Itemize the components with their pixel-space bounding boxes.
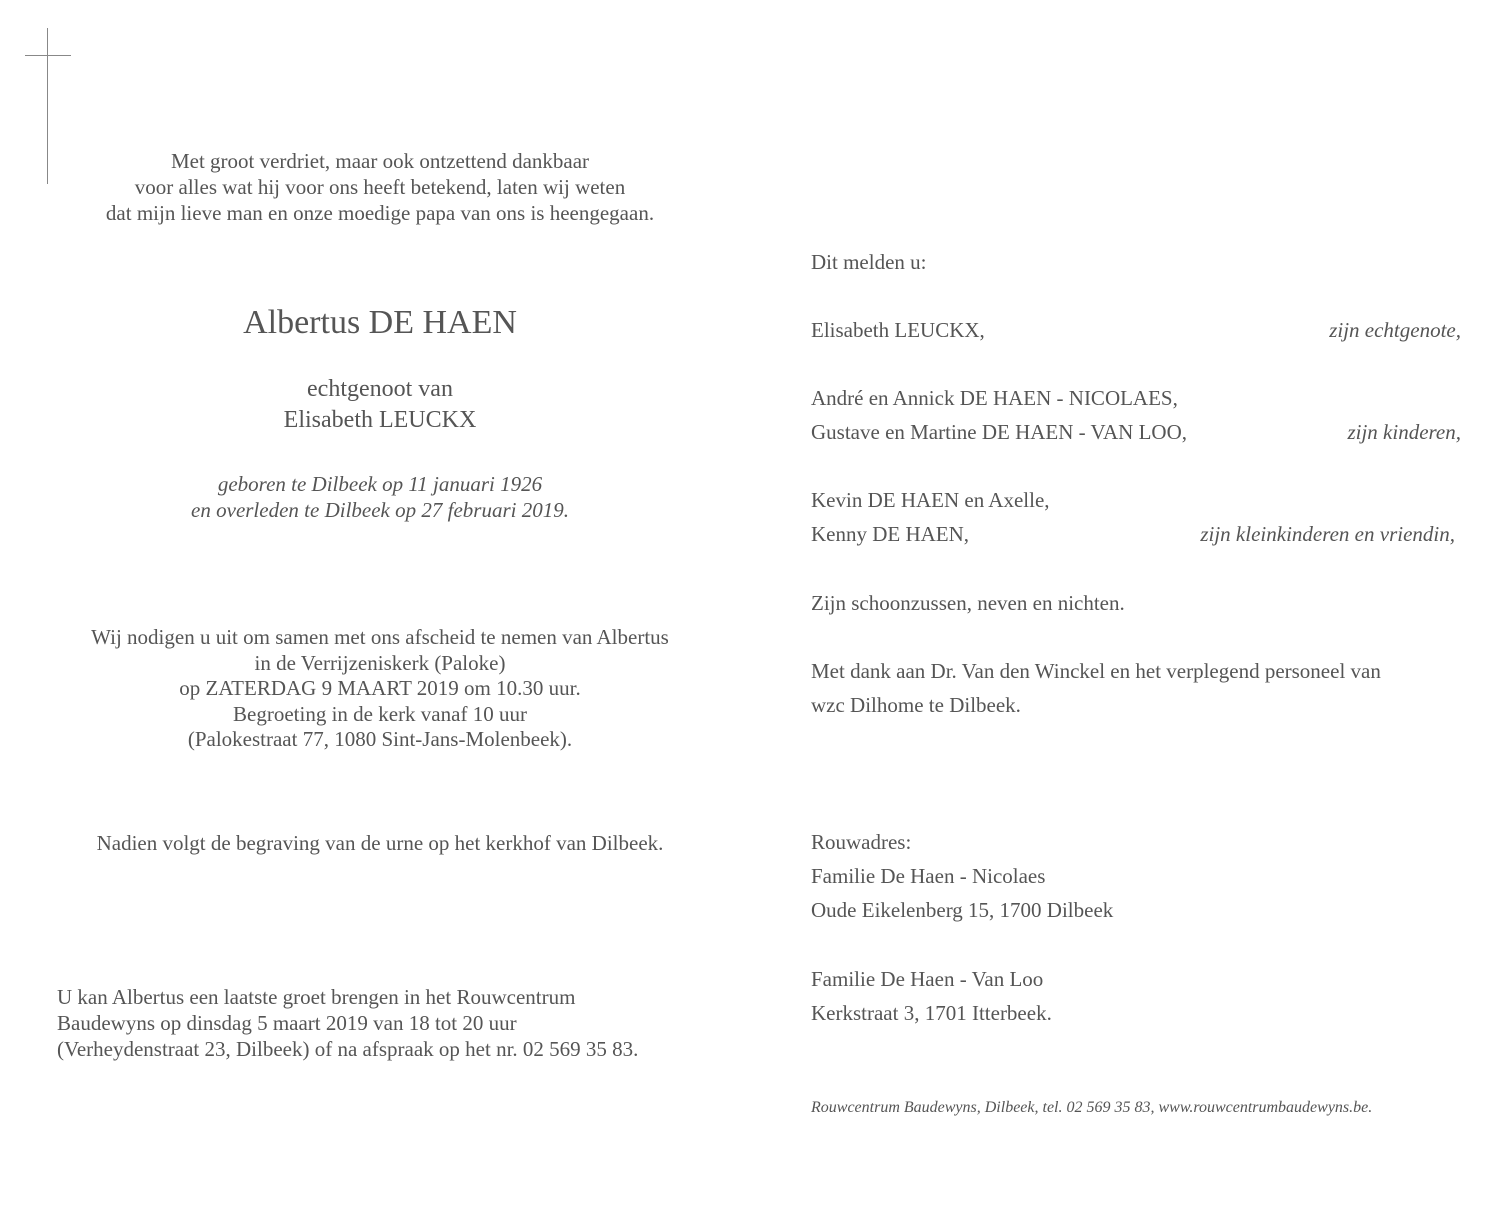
children-group [811,381,1461,449]
family-name: Kenny DE HAEN, [811,522,970,546]
ceremony-line: (Palokestraat 77, 1080 Sint-Jans-Molenbeek). [187,727,573,751]
address-line: Oude Eikelenberg 15, 1700 Dilbeek [811,898,1114,922]
spouse-info [0,374,760,436]
address-group-1 [811,825,1461,927]
announcement [811,245,1461,279]
family-name: Gustave en Martine DE HAEN - VAN LOO, [811,420,1187,444]
family-row [811,517,1461,551]
burial-info [0,830,760,856]
ceremony-line: op ZATERDAG 9 MAART 2019 om 10.30 uur. [179,676,581,700]
spouse-line: Elisabeth LEUCKX [283,407,477,433]
thanks-line: Met dank aan Dr. Van den Winckel en het verplegend personeel van [811,659,1381,683]
visit-line: Baudewyns op dinsdag 5 maart 2019 van 18 tot 20 uur [57,1011,517,1035]
thanks-line: wzc Dilhome te Dilbeek. [811,693,1021,717]
relation-label: zijn kleinkinderen en vriendin, [1200,522,1455,546]
intro-line: Met groot verdriet, maar ook ontzettend dankbaar [170,149,590,173]
visit-line: U kan Albertus een laatste groet brengen in het Rouwcentrum [57,985,576,1009]
family-name: Elisabeth LEUCKX, [811,318,985,342]
address-line: Familie De Haen - Nicolaes [811,864,1046,888]
address-group-2 [811,962,1461,1030]
burial-line: Nadien volgt de begraving van de urne op het kerkhof van Dilbeek. [96,831,664,855]
thanks-group [811,654,1461,722]
inlaws-group [811,586,1461,620]
life-dates [0,471,760,523]
announce-line: Dit melden u: [811,250,927,274]
family-name: Kevin DE HAEN en Axelle, [811,488,1050,512]
address-label: Rouwadres: [811,830,912,854]
relation-label: zijn kinderen, [1347,420,1461,444]
death-line: en overleden te Dilbeek op 27 februari 2019. [191,498,569,522]
ceremony-line: Begroeting in de kerk vanaf 10 uur [233,701,527,726]
relation-label: zijn echtgenote, [1329,318,1461,342]
ceremony-line: Wij nodigen u uit om samen met ons afscheid te nemen van Albertus [91,625,669,649]
visitation-info [57,984,757,1062]
address-line: Familie De Haen - Van Loo [811,967,1044,991]
ceremony-info [0,625,760,753]
family-name: André en Annick DE HAEN - NICOLAES, [811,386,1178,410]
birth-line: geboren te Dilbeek op 11 januari 1926 [217,472,543,496]
family-row [811,381,1461,415]
visit-line: (Verheydenstraat 23, Dilbeek) of na afspraak op het nr. 02 569 35 83. [57,1037,639,1061]
spouse-line: echtgenoot van [307,376,453,402]
family-row [811,483,1461,517]
deceased-name: Albertus DE HAEN [243,304,517,341]
ceremony-line: in de Verrijzeniskerk (Paloke) [254,650,506,675]
family-row [811,313,1461,347]
family-row: Zijn schoonzussen, neven en nichten. [811,591,1125,615]
intro-line: voor alles wat hij voor ons heeft betekend, laten wij weten [134,175,626,199]
intro-text [0,148,760,226]
cross-horizontal-bar [25,55,71,56]
funeral-home-footer: Rouwcentrum Baudewyns, Dilbeek, tel. 02 569 35 83, www.rouwcentrumbaudewyns.be. [811,1099,1373,1116]
spouse-group [811,313,1461,347]
address-line: Kerkstraat 3, 1701 Itterbeek. [811,1001,1052,1025]
grandchildren-group [811,483,1461,551]
family-row [811,415,1461,449]
intro-line: dat mijn lieve man en onze moedige papa van ons is heengegaan. [105,201,655,225]
